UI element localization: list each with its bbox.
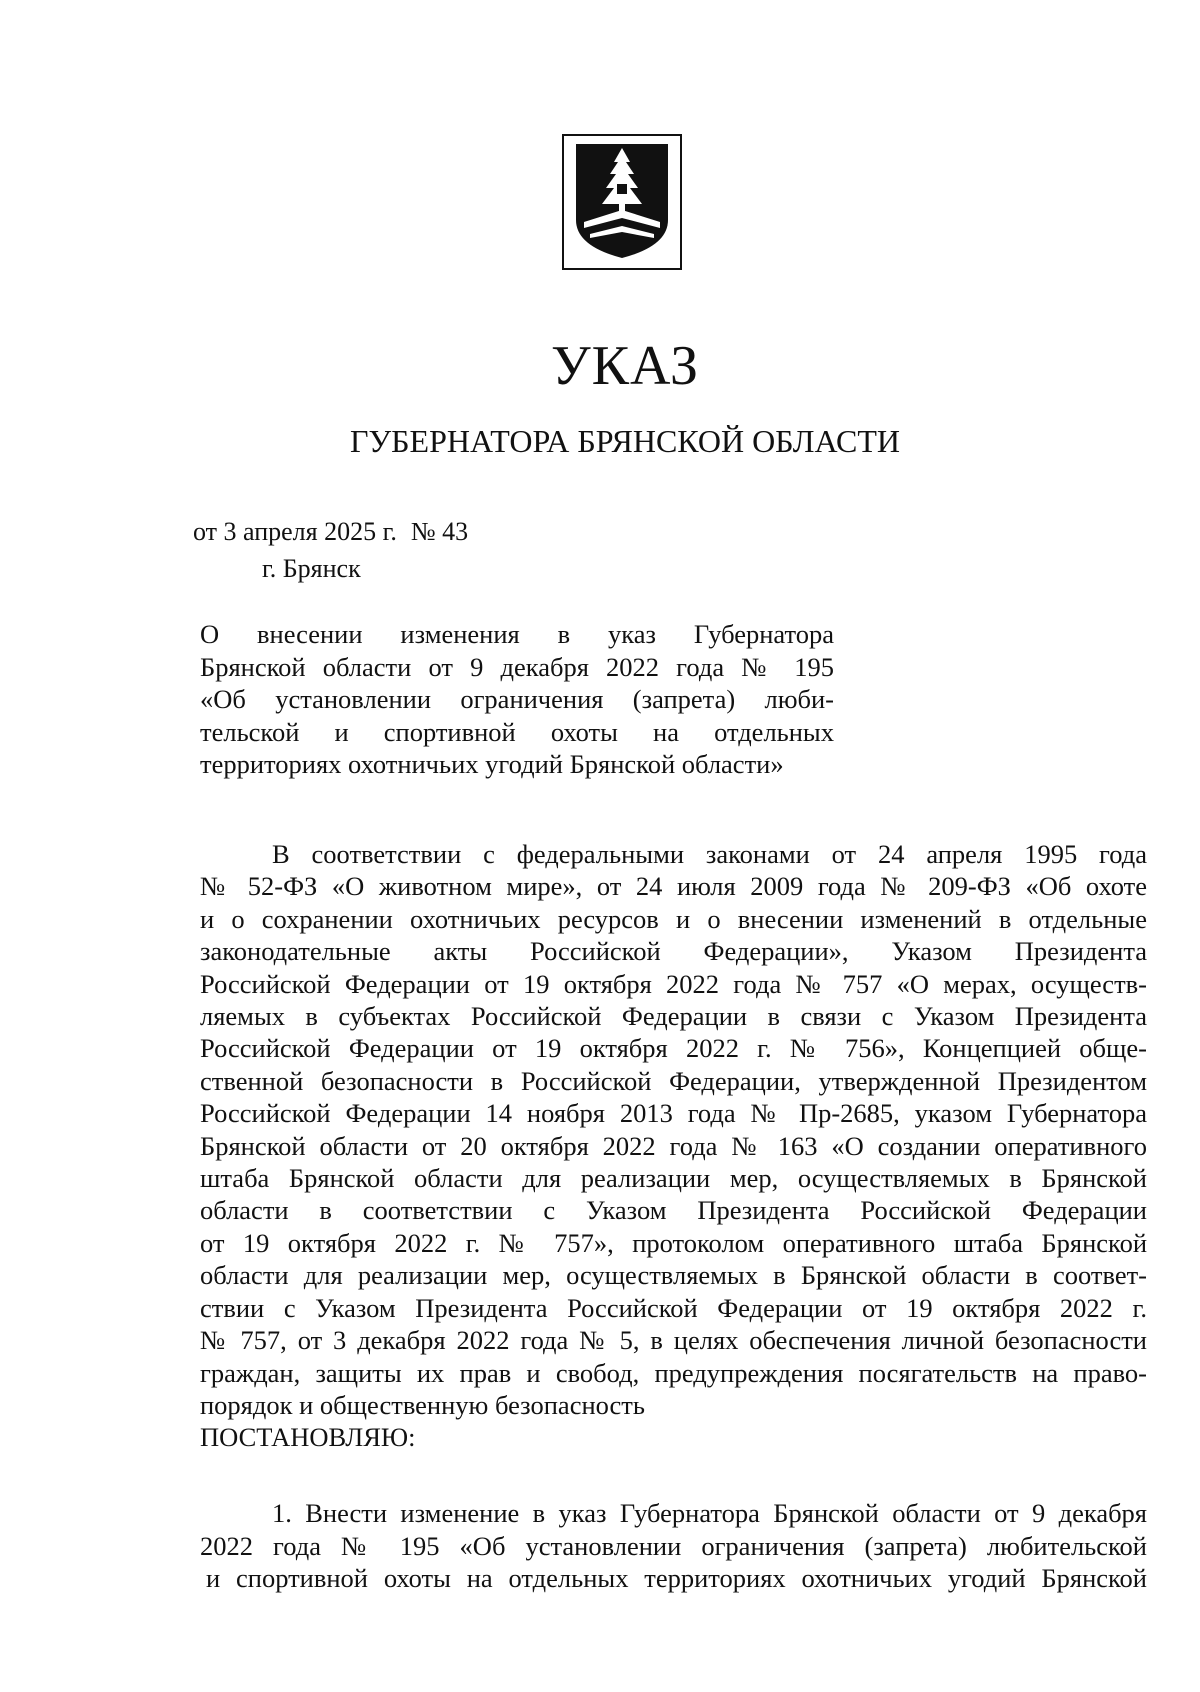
heading-line: территориях охотничьих угодий Брянской области» (200, 749, 784, 779)
document-city: г. Брянск (262, 554, 361, 583)
bryansk-coat-of-arms-icon (562, 134, 682, 270)
body-line: № 52-ФЗ «О животном мире», от 24 июля 2009 года № 209-ФЗ «Об охоте (200, 871, 1147, 902)
body-line: В соответствии с федеральными законами от 24 апреля 1995 года (272, 839, 1147, 869)
body-line: № 757, от 3 декабря 2022 года № 5, в целях обеспечения личной безопасности (200, 1325, 1147, 1356)
resolve-statement: ПОСТАНОВЛЯЮ: (200, 1422, 416, 1453)
date-line (193, 519, 468, 545)
body-line: законодательные акты Российской Федерации», Указом Президента (200, 936, 1147, 967)
body-line: ствии с Указом Президента Российской Федерации от 19 октября 2022 г. (200, 1292, 1147, 1323)
body-line: граждан, защиты их прав и свобод, предупреждения посягательств на право- (200, 1357, 1147, 1388)
heading-line: «Об установлении ограничения (запрета) люби- (200, 684, 834, 714)
body-line: Российской Федерации от 19 октября 2022 года № 757 «О мерах, осуществ- (200, 968, 1147, 999)
item-1-paragraph (200, 1497, 1147, 1595)
item-line: 1. Внести изменение в указ Губернатора Брянской области от 9 декабря (272, 1498, 1147, 1528)
body-line: области в соответствии с Указом Президента Российской Федерации (200, 1195, 1147, 1226)
document-number: № 43 (410, 517, 469, 546)
item-line: и спортивной охоты на отдельных территориях охотничьих угодий Брянской (206, 1563, 1147, 1593)
document-subtitle: ГУБЕРНАТОРА БРЯНСКОЙ ОБЛАСТИ (350, 423, 900, 459)
body-line: штаба Брянской области для реализации мер, осуществляемых в Брянской (200, 1163, 1147, 1194)
preamble-paragraph (200, 838, 1147, 1454)
heading-line: тельской и спортивной охоты на отдельных (200, 716, 834, 747)
heading-line: Брянской области от 9 декабря 2022 года № 195 (200, 651, 834, 682)
heading-line: О внесении изменения в указ Губернатора (200, 619, 834, 649)
body-line: порядок и общественную безопасность (200, 1389, 645, 1420)
body-line: Российской Федерации 14 ноября 2013 года № Пр-2685, указом Губернатора (200, 1098, 1147, 1129)
body-line: ляемых в субъектах Российской Федерации в связи с Указом Президента (200, 1001, 1147, 1032)
body-line: ственной безопасности в Российской Федерации, утвержденной Президентом (200, 1065, 1147, 1096)
document-date: от 3 апреля 2025 г. (193, 517, 397, 546)
body-line: и о сохранении охотничьих ресурсов и о внесении изменений в отдельные (200, 903, 1147, 934)
document-title: УКАЗ (550, 335, 700, 397)
decree-heading (200, 618, 834, 781)
body-line: от 19 октября 2022 г. № 757», протоколом оперативного штаба Брянской (200, 1227, 1147, 1258)
body-line: Брянской области от 20 октября 2022 года № 163 «О создании оперативного (200, 1130, 1147, 1161)
body-line: области для реализации мер, осуществляемых в Брянской области в соответ- (200, 1260, 1147, 1291)
body-line: Российской Федерации от 19 октября 2022 г. № 756», Концепцией обще- (200, 1033, 1147, 1064)
item-line: 2022 года № 195 «Об установлении ограничения (запрета) любительской (200, 1530, 1147, 1561)
